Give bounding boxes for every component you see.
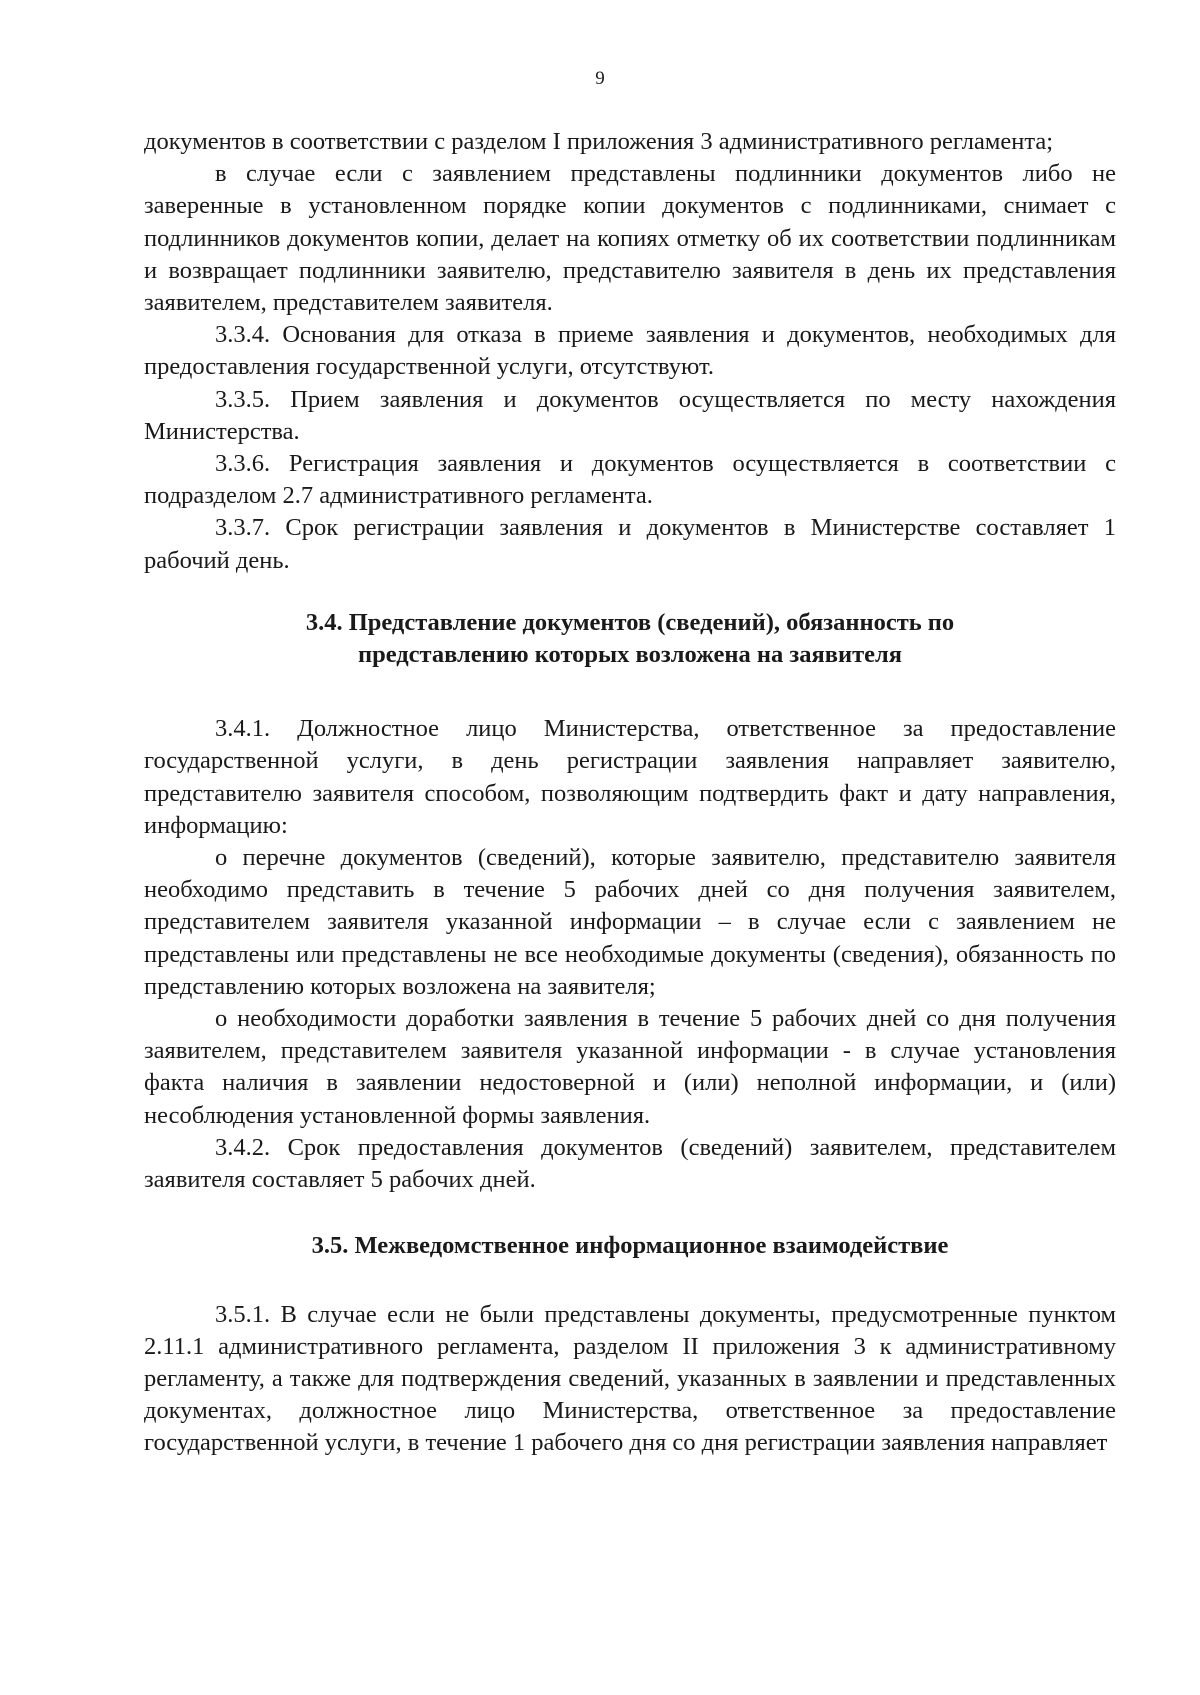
page-body xyxy=(144,126,1116,1460)
paragraph-3-3-6: 3.3.6. Регистрация заявления и документов осуществляется в соответствии с подразделом 2.7 административного регламента. xyxy=(144,450,1116,510)
paragraph-3-5-1: 3.5.1. В случае если не были представлены документы, предусмотренные пунктом 2.11.1 административного регламента, разделом II приложения 3 к административному регламенту, а также для подтверждения сведений, указанных в заявлении и представленных документах, должностное лицо Министерства, ответственное за предоставление государственной услуги, в течение 1 рабочего дня со дня регистрации заявления направляет xyxy=(144,1300,1116,1457)
section-3-4-heading-line2: представлению которых возложена на заявителя xyxy=(357,641,902,669)
section-3-4-heading xyxy=(144,607,1116,671)
paragraph-3-3-5: 3.3.5. Прием заявления и документов осуществляется по месту нахождения Министерства. xyxy=(144,385,1116,445)
paragraph-revision-needed: о необходимости доработки заявления в течение 5 рабочих дней со дня получения заявителем, представителем заявителя указанной информации - в случае установления факта наличия в заявлении недостоверной и (или) неполной информации, и (или) несоблюдения установленной формы заявления. xyxy=(144,1005,1116,1129)
paragraph-3-3-7: 3.3.7. Срок регистрации заявления и документов в Министерстве составляет 1 рабочий день. xyxy=(144,514,1116,574)
paragraph-3-4-2: 3.4.2. Срок предоставления документов (сведений) заявителем, представителем заявителя составляет 5 рабочих дней. xyxy=(144,1133,1116,1194)
paragraph-3-4-1: 3.4.1. Должностное лицо Министерства, ответственное за предоставление государственной услуги, в день регистрации заявления направляет заявителю, представителю заявителя способом, позволяющим подтвердить факт и дату направления, информацию: xyxy=(144,715,1116,839)
section-3-5-heading: 3.5. Межведомственное информационное взаимодействие xyxy=(311,1232,949,1260)
paragraph-documents-list: о перечне документов (сведений), которые заявителю, представителю заявителя необходимо представить в течение 5 рабочих дней со дня получения заявителем, представителем заявителя указанной информации – в случае если с заявлением не представлены или представлены не все необходимые документы (сведения), обязанность по представлению которых возложена на заявителя; xyxy=(144,844,1116,1000)
page-number: 9 xyxy=(595,68,605,89)
section-3-4-heading-line1: 3.4. Представление документов (сведений), обязанность по xyxy=(305,608,955,636)
paragraph-continuation: документов в соответствии с разделом I приложения 3 административного регламента; xyxy=(144,128,1054,155)
paragraph-originals-copies: в случае если с заявлением представлены подлинники документов либо не заверенные в установленном порядке копии документов с подлинниками, снимает с подлинников документов копии, делает на копиях отметку об их соответствии подлинникам и возвращает подлинники заявителю, представителю заявителя в день их представления заявителем, представителем заявителя. xyxy=(144,160,1116,317)
paragraph-3-3-4: 3.3.4. Основания для отказа в приеме заявления и документов, необходимых для предоставления государственной услуги, отсутствуют. xyxy=(144,321,1116,381)
